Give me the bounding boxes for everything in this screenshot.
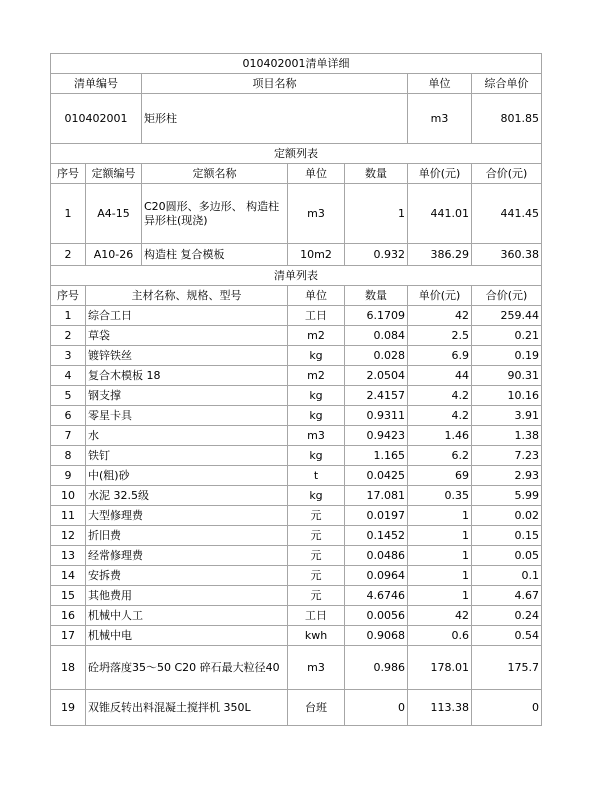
material-name: 复合木模板 18 xyxy=(86,366,288,386)
material-name: 折旧费 xyxy=(86,526,288,546)
material-name: 机械中电 xyxy=(86,626,288,646)
quota-code: A4-15 xyxy=(86,184,142,244)
material-unit-price: 0.6 xyxy=(408,626,472,646)
material-index: 18 xyxy=(51,646,86,690)
material-unit-price: 6.2 xyxy=(408,446,472,466)
material-qty: 0.0486 xyxy=(345,546,408,566)
material-unit: 工日 xyxy=(288,606,345,626)
quota-header-row xyxy=(51,164,542,184)
material-unit-price: 1 xyxy=(408,546,472,566)
material-index: 3 xyxy=(51,346,86,366)
material-row xyxy=(51,526,542,546)
material-qty: 0.0056 xyxy=(345,606,408,626)
material-header-row xyxy=(51,286,542,306)
material-name: 零星卡具 xyxy=(86,406,288,426)
material-name: 铁钉 xyxy=(86,446,288,466)
material-index: 7 xyxy=(51,426,86,446)
material-index: 12 xyxy=(51,526,86,546)
item-name: 矩形柱 xyxy=(142,94,408,144)
quota-row xyxy=(51,244,542,266)
material-name: 综合工日 xyxy=(86,306,288,326)
table-title: 010402001清单详细 xyxy=(51,54,542,74)
material-header-unit-price: 单价(元) xyxy=(408,286,472,306)
material-unit-price: 1.46 xyxy=(408,426,472,446)
quota-index: 2 xyxy=(51,244,86,266)
material-name: 中(粗)砂 xyxy=(86,466,288,486)
material-qty: 6.1709 xyxy=(345,306,408,326)
material-qty: 0.028 xyxy=(345,346,408,366)
material-name: 镀锌铁丝 xyxy=(86,346,288,366)
material-header-total: 合价(元) xyxy=(472,286,542,306)
material-unit-price: 1 xyxy=(408,506,472,526)
material-row xyxy=(51,366,542,386)
material-name: 双锥反转出料混凝土搅拌机 350L xyxy=(86,690,288,726)
material-total: 4.67 xyxy=(472,586,542,606)
material-row xyxy=(51,506,542,526)
material-index: 9 xyxy=(51,466,86,486)
material-total: 2.93 xyxy=(472,466,542,486)
material-index: 8 xyxy=(51,446,86,466)
quota-section-row xyxy=(51,144,542,164)
quota-name: C20圆形、多边形、 构造柱异形柱(现浇) xyxy=(142,184,288,244)
material-index: 4 xyxy=(51,366,86,386)
material-unit-price: 1 xyxy=(408,586,472,606)
quota-header-code: 定额编号 xyxy=(86,164,142,184)
material-header-name: 主材名称、规格、型号 xyxy=(86,286,288,306)
quota-header-name: 定额名称 xyxy=(142,164,288,184)
item-price: 801.85 xyxy=(472,94,542,144)
material-unit-price: 178.01 xyxy=(408,646,472,690)
material-unit: m3 xyxy=(288,426,345,446)
material-row xyxy=(51,646,542,690)
material-row xyxy=(51,486,542,506)
material-unit-price: 4.2 xyxy=(408,386,472,406)
quota-header-index: 序号 xyxy=(51,164,86,184)
material-total: 0.02 xyxy=(472,506,542,526)
quota-index: 1 xyxy=(51,184,86,244)
table-body xyxy=(51,54,542,726)
material-row xyxy=(51,306,542,326)
quota-header-unit: 单位 xyxy=(288,164,345,184)
code-header: 清单编号 xyxy=(51,74,142,94)
material-qty: 0.9311 xyxy=(345,406,408,426)
material-unit-price: 6.9 xyxy=(408,346,472,366)
quota-unit: 10m2 xyxy=(288,244,345,266)
material-total: 10.16 xyxy=(472,386,542,406)
material-section-title: 清单列表 xyxy=(51,266,542,286)
material-unit: m2 xyxy=(288,366,345,386)
material-qty: 0.084 xyxy=(345,326,408,346)
material-name: 安拆费 xyxy=(86,566,288,586)
material-unit-price: 42 xyxy=(408,606,472,626)
material-unit: kwh xyxy=(288,626,345,646)
material-unit: 元 xyxy=(288,586,345,606)
material-index: 15 xyxy=(51,586,86,606)
material-index: 10 xyxy=(51,486,86,506)
material-qty: 1.165 xyxy=(345,446,408,466)
quota-code: A10-26 xyxy=(86,244,142,266)
quota-header-total: 合价(元) xyxy=(472,164,542,184)
material-total: 3.91 xyxy=(472,406,542,426)
material-row xyxy=(51,446,542,466)
material-total: 1.38 xyxy=(472,426,542,446)
material-total: 0.24 xyxy=(472,606,542,626)
material-qty: 4.6746 xyxy=(345,586,408,606)
material-index: 16 xyxy=(51,606,86,626)
material-row xyxy=(51,690,542,726)
material-qty: 0.0964 xyxy=(345,566,408,586)
material-unit: kg xyxy=(288,446,345,466)
material-unit: 工日 xyxy=(288,306,345,326)
material-name: 钢支撑 xyxy=(86,386,288,406)
material-unit: 元 xyxy=(288,546,345,566)
material-name: 其他费用 xyxy=(86,586,288,606)
quota-unit-price: 441.01 xyxy=(408,184,472,244)
material-row xyxy=(51,406,542,426)
material-unit-price: 113.38 xyxy=(408,690,472,726)
quota-qty: 0.932 xyxy=(345,244,408,266)
material-unit-price: 44 xyxy=(408,366,472,386)
material-unit: t xyxy=(288,466,345,486)
quota-unit: m3 xyxy=(288,184,345,244)
item-header-row xyxy=(51,74,542,94)
material-unit: 元 xyxy=(288,526,345,546)
material-row xyxy=(51,626,542,646)
material-unit: kg xyxy=(288,406,345,426)
material-unit: 台班 xyxy=(288,690,345,726)
item-row xyxy=(51,94,542,144)
material-total: 5.99 xyxy=(472,486,542,506)
material-index: 5 xyxy=(51,386,86,406)
material-row xyxy=(51,466,542,486)
material-unit-price: 2.5 xyxy=(408,326,472,346)
material-unit: kg xyxy=(288,386,345,406)
material-row xyxy=(51,546,542,566)
material-qty: 0.0425 xyxy=(345,466,408,486)
material-total: 0.1 xyxy=(472,566,542,586)
material-row xyxy=(51,326,542,346)
material-unit-price: 1 xyxy=(408,526,472,546)
quota-qty: 1 xyxy=(345,184,408,244)
material-total: 259.44 xyxy=(472,306,542,326)
material-name: 大型修理费 xyxy=(86,506,288,526)
material-total: 0 xyxy=(472,690,542,726)
material-qty: 0 xyxy=(345,690,408,726)
material-name: 水泥 32.5级 xyxy=(86,486,288,506)
material-index: 13 xyxy=(51,546,86,566)
detail-table xyxy=(50,53,542,726)
material-total: 90.31 xyxy=(472,366,542,386)
material-total: 175.7 xyxy=(472,646,542,690)
material-total: 0.54 xyxy=(472,626,542,646)
material-index: 17 xyxy=(51,626,86,646)
quota-total: 360.38 xyxy=(472,244,542,266)
material-section-row xyxy=(51,266,542,286)
name-header: 项目名称 xyxy=(142,74,408,94)
material-qty: 0.1452 xyxy=(345,526,408,546)
material-total: 0.21 xyxy=(472,326,542,346)
material-row xyxy=(51,566,542,586)
quota-row xyxy=(51,184,542,244)
material-index: 6 xyxy=(51,406,86,426)
material-name: 草袋 xyxy=(86,326,288,346)
quota-header-qty: 数量 xyxy=(345,164,408,184)
material-index: 11 xyxy=(51,506,86,526)
material-name: 水 xyxy=(86,426,288,446)
material-unit: m3 xyxy=(288,646,345,690)
material-unit: kg xyxy=(288,486,345,506)
material-unit: m2 xyxy=(288,326,345,346)
material-qty: 0.0197 xyxy=(345,506,408,526)
material-index: 14 xyxy=(51,566,86,586)
material-qty: 2.4157 xyxy=(345,386,408,406)
material-header-unit: 单位 xyxy=(288,286,345,306)
quota-total: 441.45 xyxy=(472,184,542,244)
material-qty: 0.986 xyxy=(345,646,408,690)
material-unit: 元 xyxy=(288,566,345,586)
material-qty: 17.081 xyxy=(345,486,408,506)
material-unit-price: 0.35 xyxy=(408,486,472,506)
item-unit: m3 xyxy=(408,94,472,144)
material-qty: 0.9068 xyxy=(345,626,408,646)
material-unit: 元 xyxy=(288,506,345,526)
material-row xyxy=(51,426,542,446)
item-code: 010402001 xyxy=(51,94,142,144)
material-name: 经常修理费 xyxy=(86,546,288,566)
material-unit-price: 42 xyxy=(408,306,472,326)
material-row xyxy=(51,606,542,626)
material-index: 2 xyxy=(51,326,86,346)
material-index: 19 xyxy=(51,690,86,726)
material-unit-price: 1 xyxy=(408,566,472,586)
material-unit-price: 69 xyxy=(408,466,472,486)
material-unit: kg xyxy=(288,346,345,366)
material-name: 砼坍落度35～50 C20 碎石最大粒径40 xyxy=(86,646,288,690)
material-qty: 0.9423 xyxy=(345,426,408,446)
material-total: 0.05 xyxy=(472,546,542,566)
material-header-index: 序号 xyxy=(51,286,86,306)
unit-header: 单位 xyxy=(408,74,472,94)
material-total: 7.23 xyxy=(472,446,542,466)
material-index: 1 xyxy=(51,306,86,326)
material-row xyxy=(51,586,542,606)
price-header: 综合单价 xyxy=(472,74,542,94)
title-row xyxy=(51,54,542,74)
quota-header-unit-price: 单价(元) xyxy=(408,164,472,184)
material-total: 0.19 xyxy=(472,346,542,366)
material-header-qty: 数量 xyxy=(345,286,408,306)
material-total: 0.15 xyxy=(472,526,542,546)
material-name: 机械中人工 xyxy=(86,606,288,626)
material-row xyxy=(51,386,542,406)
quota-name: 构造柱 复合模板 xyxy=(142,244,288,266)
material-unit-price: 4.2 xyxy=(408,406,472,426)
material-row xyxy=(51,346,542,366)
quota-section-title: 定额列表 xyxy=(51,144,542,164)
material-qty: 2.0504 xyxy=(345,366,408,386)
quota-unit-price: 386.29 xyxy=(408,244,472,266)
